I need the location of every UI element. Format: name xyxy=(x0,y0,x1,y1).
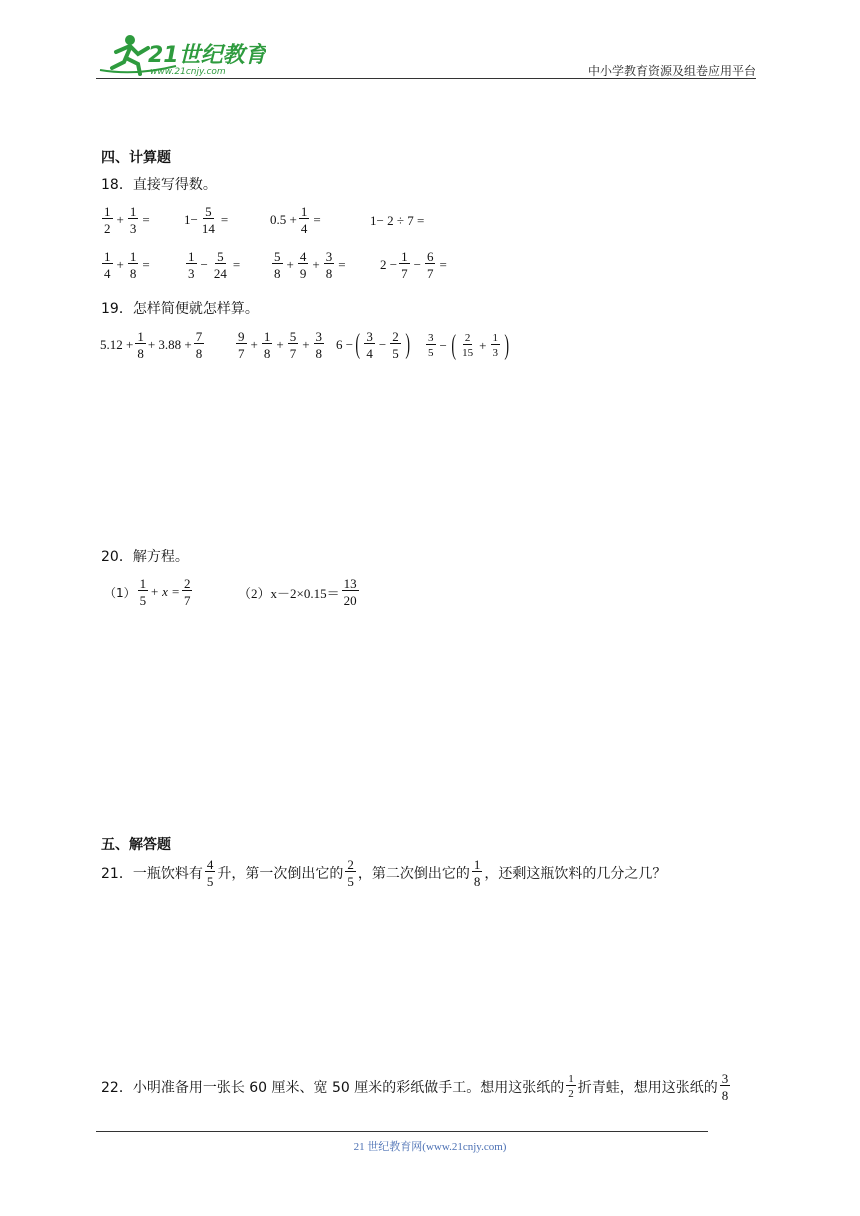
q19-expr-4: $\frac{3}{5}$ − ( $\frac{2}{15}$ + $\frac{1}{3}$ ) xyxy=(428,330,510,361)
site-logo xyxy=(96,30,266,80)
logo-text: 21世纪教育 xyxy=(148,43,266,68)
question-20-label: 20．解方程。 xyxy=(101,549,189,565)
q19-expr-2: $\frac{9}{7}$ + $\frac{1}{8}$ + $\frac{5}{7}$ + $\frac{3}{8}$ xyxy=(238,329,323,361)
q19-expr-3: 6 − ( $\frac{3}{4}$ − $\frac{2}{5}$ ) xyxy=(336,329,410,361)
q18-r2-a: $\frac{1}{4}$ + $\frac{1}{8}$ = xyxy=(104,249,150,281)
q18-r1-b: 1− $\frac{5}{14}$ = xyxy=(184,204,229,236)
q18-r2-d: 2 − $\frac{1}{7}$ − $\frac{6}{7}$ = xyxy=(380,249,447,281)
question-19-label: 19．怎样简便就怎样算。 xyxy=(101,301,259,317)
q20-eq-1: （1） $\frac{1}{5}$ + x = $\frac{2}{7}$ xyxy=(104,576,191,608)
question-18-label: 18．直接写得数。 xyxy=(101,177,217,193)
footer-text: 21 世纪教育网(www.21cnjy.com) xyxy=(353,1141,507,1153)
q20-eq-2: （2）x－2×0.15＝ $\frac{13}{20}$ xyxy=(238,576,357,608)
question-22: 22．小明准备用一张长 60 厘米、宽 50 厘米的彩纸做手工。想用这张纸的 $\frac{1}{2}$ 折青蛙，想用这张纸的 $\frac{3}{8}$ xyxy=(101,1071,729,1103)
section-title-calc: 四、计算题 xyxy=(101,150,171,166)
q18-r1-c: 0.5 + $\frac{1}{4}$ = xyxy=(270,204,321,236)
header-divider xyxy=(96,78,756,79)
question-21: 21．一瓶饮料有 $\frac{4}{5}$ 升，第一次倒出它的 $\frac{2}{5}$ ，第二次倒出它的 $\frac{1}{8}$ ，还剩这瓶饮料的几分之几？ xyxy=(101,857,667,889)
q18-r2-c: $\frac{5}{8}$ + $\frac{4}{9}$ + $\frac{3}{8}$ = xyxy=(274,249,346,281)
q18-r2-b: $\frac{1}{3}$ − $\frac{5}{24}$ = xyxy=(188,249,241,281)
logo-url: www.21cnjy.com xyxy=(150,67,226,77)
platform-name: 中小学教育资源及组卷应用平台 xyxy=(587,64,756,78)
section-title-answer: 五、解答题 xyxy=(101,837,171,853)
q18-r1-a: $\frac{1}{2}$ + $\frac{1}{3}$ = xyxy=(104,204,150,236)
q18-r1-d: 1− 2 ÷ 7 = xyxy=(370,213,425,228)
footer-divider xyxy=(96,1131,708,1132)
q19-expr-1: 5.12 + $\frac{1}{8}$ + 3.88 + $\frac{7}{8}$ xyxy=(100,329,203,361)
